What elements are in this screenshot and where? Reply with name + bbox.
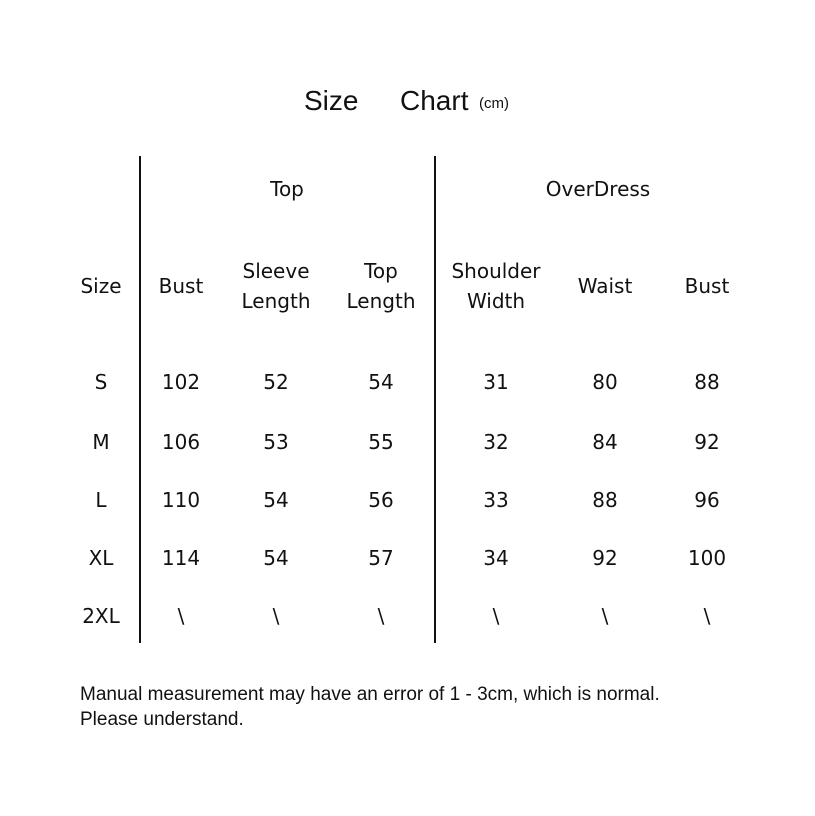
cell-top-bust: \ bbox=[177, 604, 185, 628]
cell-size: XL bbox=[88, 546, 114, 570]
cell-waist: \ bbox=[601, 604, 609, 628]
cell-sleeve-length: \ bbox=[272, 604, 280, 628]
cell-shoulder-width: 34 bbox=[483, 546, 509, 570]
cell-size: 2XL bbox=[82, 604, 120, 628]
cell-top-length: \ bbox=[377, 604, 385, 628]
cell-waist: 84 bbox=[592, 430, 618, 454]
header-text: Bust bbox=[684, 274, 730, 298]
note-line-2: Please understand. bbox=[80, 709, 244, 730]
cell-top-length: 55 bbox=[368, 430, 394, 454]
cell-sleeve-length: 54 bbox=[263, 546, 289, 570]
header-text: Shoulder bbox=[451, 259, 541, 283]
header-top-bust bbox=[159, 271, 204, 301]
header-text: Length bbox=[346, 289, 416, 313]
header-text: Bust bbox=[158, 274, 204, 298]
header-text: Width bbox=[466, 289, 526, 313]
group-divider bbox=[434, 156, 436, 643]
header-text: Top bbox=[364, 259, 398, 283]
cell-top-bust: 106 bbox=[161, 430, 201, 454]
cell-top-bust: 110 bbox=[161, 488, 201, 512]
cell-top-length: 56 bbox=[368, 488, 394, 512]
header-overdress-bust bbox=[685, 271, 730, 301]
cell-size: L bbox=[95, 488, 107, 512]
header-top-length bbox=[347, 256, 416, 316]
chart-title bbox=[0, 84, 815, 120]
cell-overdress-bust: 96 bbox=[694, 488, 720, 512]
cell-sleeve-length: 53 bbox=[263, 430, 289, 454]
cell-shoulder-width: 32 bbox=[483, 430, 509, 454]
cell-waist: 92 bbox=[592, 546, 618, 570]
header-waist bbox=[578, 271, 633, 301]
note-line-1: Manual measurement may have an error of 1 - 3cm, which is normal. bbox=[80, 684, 660, 705]
header-text: Size bbox=[80, 274, 122, 298]
group-label-overdress: OverDress bbox=[545, 177, 651, 201]
header-size bbox=[80, 271, 121, 301]
cell-overdress-bust: \ bbox=[703, 604, 711, 628]
cell-waist: 80 bbox=[592, 370, 618, 394]
cell-size: S bbox=[94, 370, 108, 394]
title-size: Size bbox=[304, 85, 359, 116]
title-unit: (cm) bbox=[479, 95, 509, 112]
cell-sleeve-length: 54 bbox=[263, 488, 289, 512]
cell-shoulder-width: 31 bbox=[483, 370, 509, 394]
group-label-top: Top bbox=[270, 177, 304, 201]
measurement-note bbox=[80, 682, 780, 732]
cell-top-length: 57 bbox=[368, 546, 394, 570]
cell-overdress-bust: 92 bbox=[694, 430, 720, 454]
header-text: Sleeve bbox=[242, 259, 310, 283]
cell-top-length: 54 bbox=[368, 370, 394, 394]
header-text: Length bbox=[241, 289, 311, 313]
cell-shoulder-width: \ bbox=[492, 604, 500, 628]
header-sleeve-length bbox=[242, 256, 311, 316]
cell-overdress-bust: 100 bbox=[687, 546, 727, 570]
cell-shoulder-width: 33 bbox=[483, 488, 509, 512]
header-shoulder-width bbox=[451, 256, 540, 316]
header-text: Waist bbox=[577, 274, 633, 298]
cell-size: M bbox=[92, 430, 110, 454]
cell-top-bust: 114 bbox=[161, 546, 201, 570]
title-chart: Chart bbox=[400, 85, 469, 116]
size-column-divider bbox=[139, 156, 141, 643]
cell-waist: 88 bbox=[592, 488, 618, 512]
cell-top-bust: 102 bbox=[161, 370, 201, 394]
cell-sleeve-length: 52 bbox=[263, 370, 289, 394]
cell-overdress-bust: 88 bbox=[694, 370, 720, 394]
